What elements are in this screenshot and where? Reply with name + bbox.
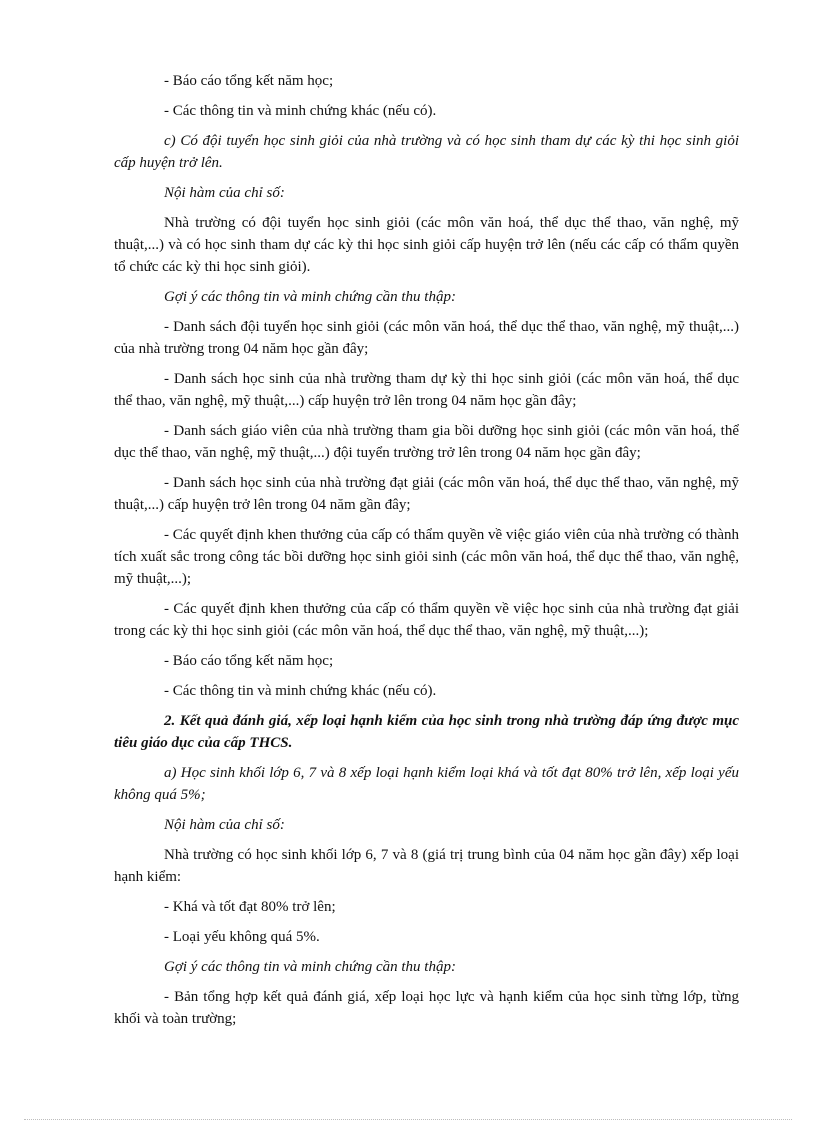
list-item: - Các thông tin và minh chứng khác (nếu có). xyxy=(164,103,437,119)
section-heading: 2. Kết quả đánh giá, xếp loại hạnh kiểm của học sinh trong nhà trường đáp ứng được mục tiêu giáo dục của cấp THCS. xyxy=(114,713,739,751)
body-paragraph: Nhà trường có đội tuyển học sinh giỏi (các môn văn hoá, thể dục thể thao, văn nghệ, mỹ thuật,...) và có học sinh tham dự các kỳ thi học sinh giỏi cấp huyện trở lên (nếu các cấp có thẩm quyền tổ chức các kỳ thi học sinh giỏi). xyxy=(114,215,739,275)
list-item: - Báo cáo tổng kết năm học; xyxy=(164,653,334,669)
list-item: - Các thông tin và minh chứng khác (nếu có). xyxy=(164,683,437,699)
list-item: - Báo cáo tổng kết năm học; xyxy=(164,73,334,89)
list-item: - Khá và tốt đạt 80% trở lên; xyxy=(164,899,336,915)
list-item: - Các quyết định khen thưởng của cấp có thẩm quyền về việc giáo viên của nhà trường có thành tích xuất sắc trong công tác bồi dưỡng học sinh giỏi sinh (các môn văn hoá, thể dục thể thao, văn nghệ, mỹ thuật,...); xyxy=(114,527,739,587)
body-paragraph: Nhà trường có học sinh khối lớp 6, 7 và 8 (giá trị trung bình của 04 năm học gần đây) xếp loại hạnh kiểm: xyxy=(114,847,739,885)
page-bottom-divider xyxy=(24,1119,792,1120)
list-item: - Danh sách học sinh của nhà trường đạt giải (các môn văn hoá, thể dục thể thao, văn nghệ, mỹ thuật,...) cấp huyện trở lên trong 04 năm gần đây; xyxy=(114,475,739,513)
list-item: - Danh sách đội tuyển học sinh giỏi (các môn văn hoá, thể dục thể thao, văn nghệ, mỹ thuật,...) của nhà trường trong 04 năm học gần đây; xyxy=(114,319,739,357)
list-item: - Các quyết định khen thưởng của cấp có thẩm quyền về việc học sinh của nhà trường đạt giải trong các kỳ thi học sinh giỏi (các môn văn hoá, thể dục thể thao, văn nghệ, mỹ thuật,...); xyxy=(114,601,739,639)
list-item: - Danh sách học sinh của nhà trường tham dự kỳ thi học sinh giỏi (các môn văn hoá, thể dục thể thao, văn nghệ, mỹ thuật,...) cấp huyện trở lên trong 04 năm học gần đây; xyxy=(114,371,739,409)
list-item: - Loại yếu không quá 5%. xyxy=(164,929,320,945)
list-item: - Bản tổng hợp kết quả đánh giá, xếp loại học lực và hạnh kiểm của học sinh từng lớp, từng khối và toàn trường; xyxy=(114,989,739,1027)
criterion-heading: c) Có đội tuyển học sinh giỏi của nhà trường và có học sinh tham dự các kỳ thi học sinh giỏi cấp huyện trở lên. xyxy=(114,133,739,171)
document-page xyxy=(114,70,739,1038)
list-item: - Danh sách giáo viên của nhà trường tham gia bồi dưỡng học sinh giỏi (các môn văn hoá, thể dục thể thao, văn nghệ, mỹ thuật,...) đội tuyển trường trở lên trong 04 năm học gần đây; xyxy=(114,423,739,461)
section-label: Gợi ý các thông tin và minh chứng cần thu thập: xyxy=(164,289,456,305)
section-label: Nội hàm của chỉ số: xyxy=(164,185,285,201)
criterion-heading: a) Học sinh khối lớp 6, 7 và 8 xếp loại hạnh kiểm loại khá và tốt đạt 80% trở lên, xếp loại yếu không quá 5%; xyxy=(114,765,739,803)
section-label: Nội hàm của chỉ số: xyxy=(164,817,285,833)
section-label: Gợi ý các thông tin và minh chứng cần thu thập: xyxy=(164,959,456,975)
